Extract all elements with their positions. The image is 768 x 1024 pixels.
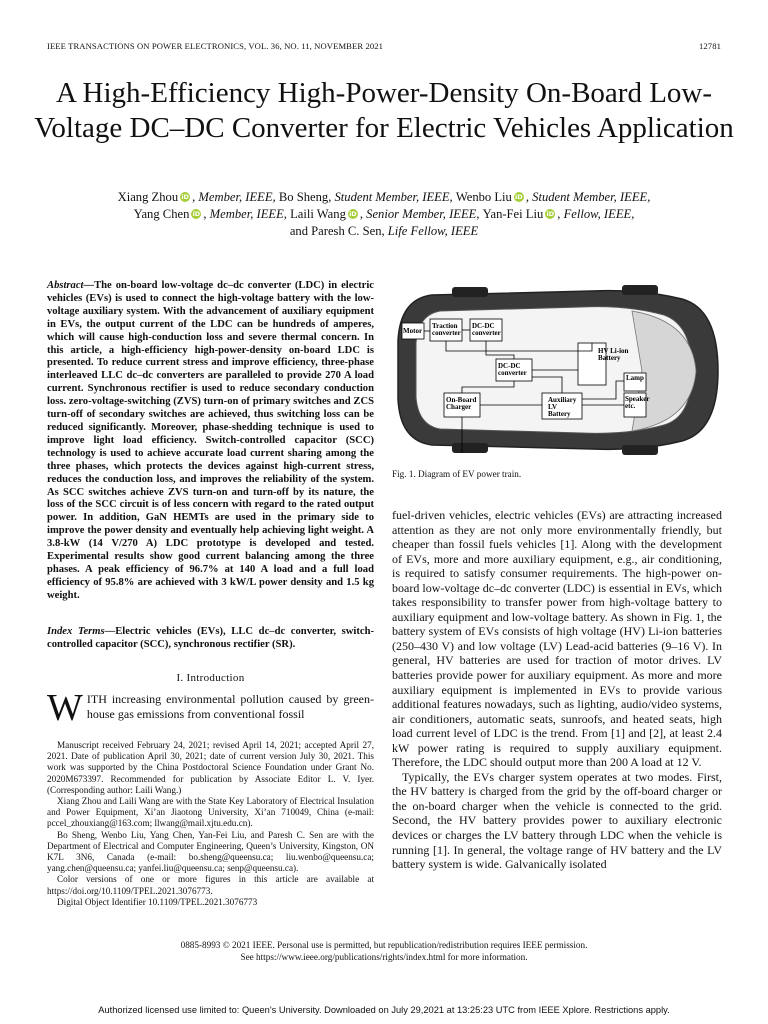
author-name: Yang Chen <box>133 207 190 221</box>
running-head <box>47 41 721 51</box>
page-number: 12781 <box>699 41 721 51</box>
wheel <box>452 287 488 297</box>
footnote: Bo Sheng, Wenbo Liu, Yang Chen, Yan-Fei Liu, and Paresh C. Sen are with the Department of Electrical and Computer Engineering, Queen’s University, Kingston, ON K7L 3N6, Canada (e-mail: bo.sheng@queensu.ca; liu.wenbo@queensu.ca; yang.chen@queensu.ca; yanfei.liu@queensu.ca; senp@queensu.ca). <box>47 829 374 874</box>
traction-label: Traction converter <box>432 322 461 337</box>
author: Yan-Fei Liu iD , Fellow, IEEE, <box>482 207 635 221</box>
figure-ev-power-train <box>392 281 722 457</box>
paragraph: fuel-driven vehicles, electric vehicles (EVs) are attracting increased attention as they are not only more environmentally friendly, but cheaper than fossil fuels vehicles [1]. Along with the development of EVs, more and more auxiliary equipment, e.g., air conditioning, is required to satisfy consumer requirements. The high-power on-board low-voltage dc–dc converter (LDC) is essential in EVs, which takes responsibility to transfer power from high-voltage battery to auxiliary equipment and low-voltage battery. As shown in Fig. 1, the battery system of EVs consists of high voltage (HV) Li-ion batteries (250–430 V) and low voltage (LV) Lead-acid batteries (9–16 V). In general, HV batteries are used for traction of motor drives. LV batteries provide power for auxiliary equipment. As more and more auxiliary equipment is implemented in EVs to provide various additional features nowadays, such as lighting, audio/video systems, air conditioners, automatic seats, sunroofs, and heated seats, high load current level of LDC is the trend. From [1] and [2], at least 2.4 kW power rating is required to supply auxiliary equipment. Therefore, the LDC should output more than 200 A load at 12 V. <box>392 508 722 770</box>
speaker-label: Speaker etc. <box>625 395 650 410</box>
license-footer: Authorized licensed use limited to: Queen's University. Downloaded on July 29,2021 at 13:25:23 UTC from IEEE Xplore. Restrictions apply. <box>98 1005 670 1015</box>
ev-diagram <box>392 281 722 457</box>
author-name: Wenbo Liu <box>455 190 512 204</box>
orcid-icon[interactable]: iD <box>546 210 555 218</box>
journal-info: IEEE TRANSACTIONS ON POWER ELECTRONICS, VOL. 36, NO. 11, NOVEMBER 2021 <box>47 41 384 51</box>
figure-caption: Fig. 1. Diagram of EV power train. <box>392 469 522 479</box>
footnote: Xiang Zhou and Laili Wang are with the State Key Laboratory of Electrical Insulation and Power Equipment, Xi’an Jiaotong University, Xi’an 710049, China (e-mail: pccel_zhouxiang@163.com; llwang@mail.xjtu.edu.cn). <box>47 796 374 829</box>
right-column-text <box>392 508 722 872</box>
dcdc-top-label: DC-DC converter <box>472 322 501 337</box>
footnote: Manuscript received February 24, 2021; revised April 14, 2021; accepted April 27, 2021. Date of publication April 30, 2021; date of current version July 30, 2021. This work was supported by the China Postdoctoral Science Foundation under Grant No. 2020M673397. Recommended for publication by Associate Editor L. V. Iyer. (Corresponding author: Laili Wang.) <box>47 740 374 795</box>
author: Bo Sheng, Student Member, IEEE, <box>278 190 456 204</box>
author-affiliation: Fellow, IEEE, <box>563 207 635 221</box>
author-affiliation: Student Member, IEEE, <box>532 190 651 204</box>
orcid-icon[interactable]: iD <box>515 193 523 201</box>
lamp-label: Lamp <box>626 374 644 382</box>
author-affiliation: Student Member, IEEE, <box>334 190 456 204</box>
paragraph: Typically, the EVs charger system operates at two modes. First, the HV battery is charged from the grid by the off-board charger or the on-board charger when the vehicle is connected to the grid. Second, the HV battery provides power to auxiliary electronic devices or charges the LV battery through LDC when the vehicle is running [1]. In general, the voltage range of HV battery and the LV battery system is wide. Galvanically isolated <box>392 769 722 872</box>
author-list <box>40 189 728 240</box>
motor-label: Motor <box>403 327 423 335</box>
index-terms-text: Electric vehicles (EVs), LLC dc–dc converter, switch-controlled capacitor (SCC), synchronous rectifier (SR). <box>47 626 374 650</box>
paper-title: A High-Efficiency High-Power-Density On-Board Low-Voltage DC–DC Converter for Electric Vehicles Application <box>34 77 734 144</box>
footnotes <box>47 740 374 908</box>
intro-paragraph <box>47 687 374 729</box>
author-name: Yan-Fei Liu <box>482 207 544 221</box>
orcid-icon[interactable]: iD <box>192 210 201 218</box>
abstract-text: The on-board low-voltage dc–dc converter (LDC) in electric vehicles (EVs) is used to connect the high-voltage battery with the low-voltage auxiliary system. With the advancement of auxiliary equipment in EVs, the output current of the LDC can be hundreds of amperes, which will cause high-conduction loss and severe thermal concern. In this article, a high-efficiency high-power-density on-board LDC is presented. To reduce current stress and improve efficiency, three-phase interleaved LLC dc–dc converters are paralleled to provide 270 A load current. Synchronous rectifier is used to reduce secondary conduction loss. zero-voltage-switching (ZVS) turn-on of primary switches and ZCS turn-off of secondary switches are achieved, thus switching loss can be reduced significantly. Moreover, phase-shedding technique is used to improve light load efficiency. Switch-controlled capacitor (SCC) technology is used to achieve accurate load current sharing among the three phases, which protects the devices against high-current stress, reduces the conduction loss, and improves the reliability of the system. As SCC switches achieve ZVS turn-on and turn-off by its nature, the loss of the SCC circuit is of less concern with regard to the rated output power. In addition, GaN HEMTs are used in the primary side to improve the power density and eventually help achieving light weight. A 3.8-kW (14 V/270 A) LDC prototype is developed and tested. Experimental results show good current balancing among the three phases. A peak efficiency of 96.7% at 140 A load and a full load efficiency of 95.8% are achieved with 3 kW/L power density and 1.5 kg weight. <box>47 280 374 601</box>
author-name: Xiang Zhou <box>117 190 179 204</box>
author: Yang Chen iD , Member, IEEE, <box>133 207 291 221</box>
wheel <box>622 445 658 455</box>
abstract-label: Abstract— <box>47 280 95 291</box>
wheel <box>622 285 658 295</box>
index-terms-label: Index Terms— <box>47 626 116 637</box>
hv-battery-label: HV Li-ion Battery <box>598 347 629 362</box>
copyright-notice <box>40 940 728 963</box>
author: Wenbo Liu iD , Student Member, IEEE, <box>455 190 651 204</box>
aux-battery-label: Auxiliary LV Battery <box>548 396 577 418</box>
orcid-icon[interactable]: iD <box>181 193 189 201</box>
section-heading: I. Introduction <box>176 672 245 684</box>
author-affiliation: Member, IEEE, <box>198 190 279 204</box>
wheel <box>452 443 488 453</box>
index-terms <box>47 626 374 652</box>
orcid-icon[interactable]: iD <box>349 210 357 218</box>
author-name: and Paresh C. Sen <box>289 224 382 238</box>
author: and Paresh C. Sen, Life Fellow, IEEE <box>289 224 479 238</box>
author: Laili Wang iD , Senior Member, IEEE, <box>290 207 483 221</box>
intro-text: ITH increasing environmental pollution caused by green-house gas emissions from conventional fossil <box>86 692 374 721</box>
author-affiliation: Life Fellow, IEEE <box>387 224 479 238</box>
copyright-line: 0885-8993 © 2021 IEEE. Personal use is permitted, but republication/redistribution requires IEEE permission. <box>180 940 588 950</box>
author-name: Laili Wang <box>290 207 346 221</box>
author-affiliation: Member, IEEE, <box>209 207 291 221</box>
onboard-charger-label: On-Board Charger <box>446 396 477 411</box>
author-affiliation: Senior Member, IEEE, <box>366 207 483 221</box>
author-name: Bo Sheng <box>278 190 329 204</box>
dcdc-mid-label: DC-DC converter <box>498 362 527 377</box>
footnote: Digital Object Identifier 10.1109/TPEL.2021.3076773 <box>57 896 258 907</box>
abstract <box>47 280 374 603</box>
copyright-line: See https://www.ieee.org/publications/rights/index.html for more information. <box>240 951 528 962</box>
drop-cap: W <box>47 687 83 729</box>
author: Xiang Zhou iD , Member, IEEE, <box>117 190 279 204</box>
footnote: Color versions of one or more figures in this article are available at https://doi.org/10.1109/TPEL.2021.3076773. <box>47 874 374 896</box>
